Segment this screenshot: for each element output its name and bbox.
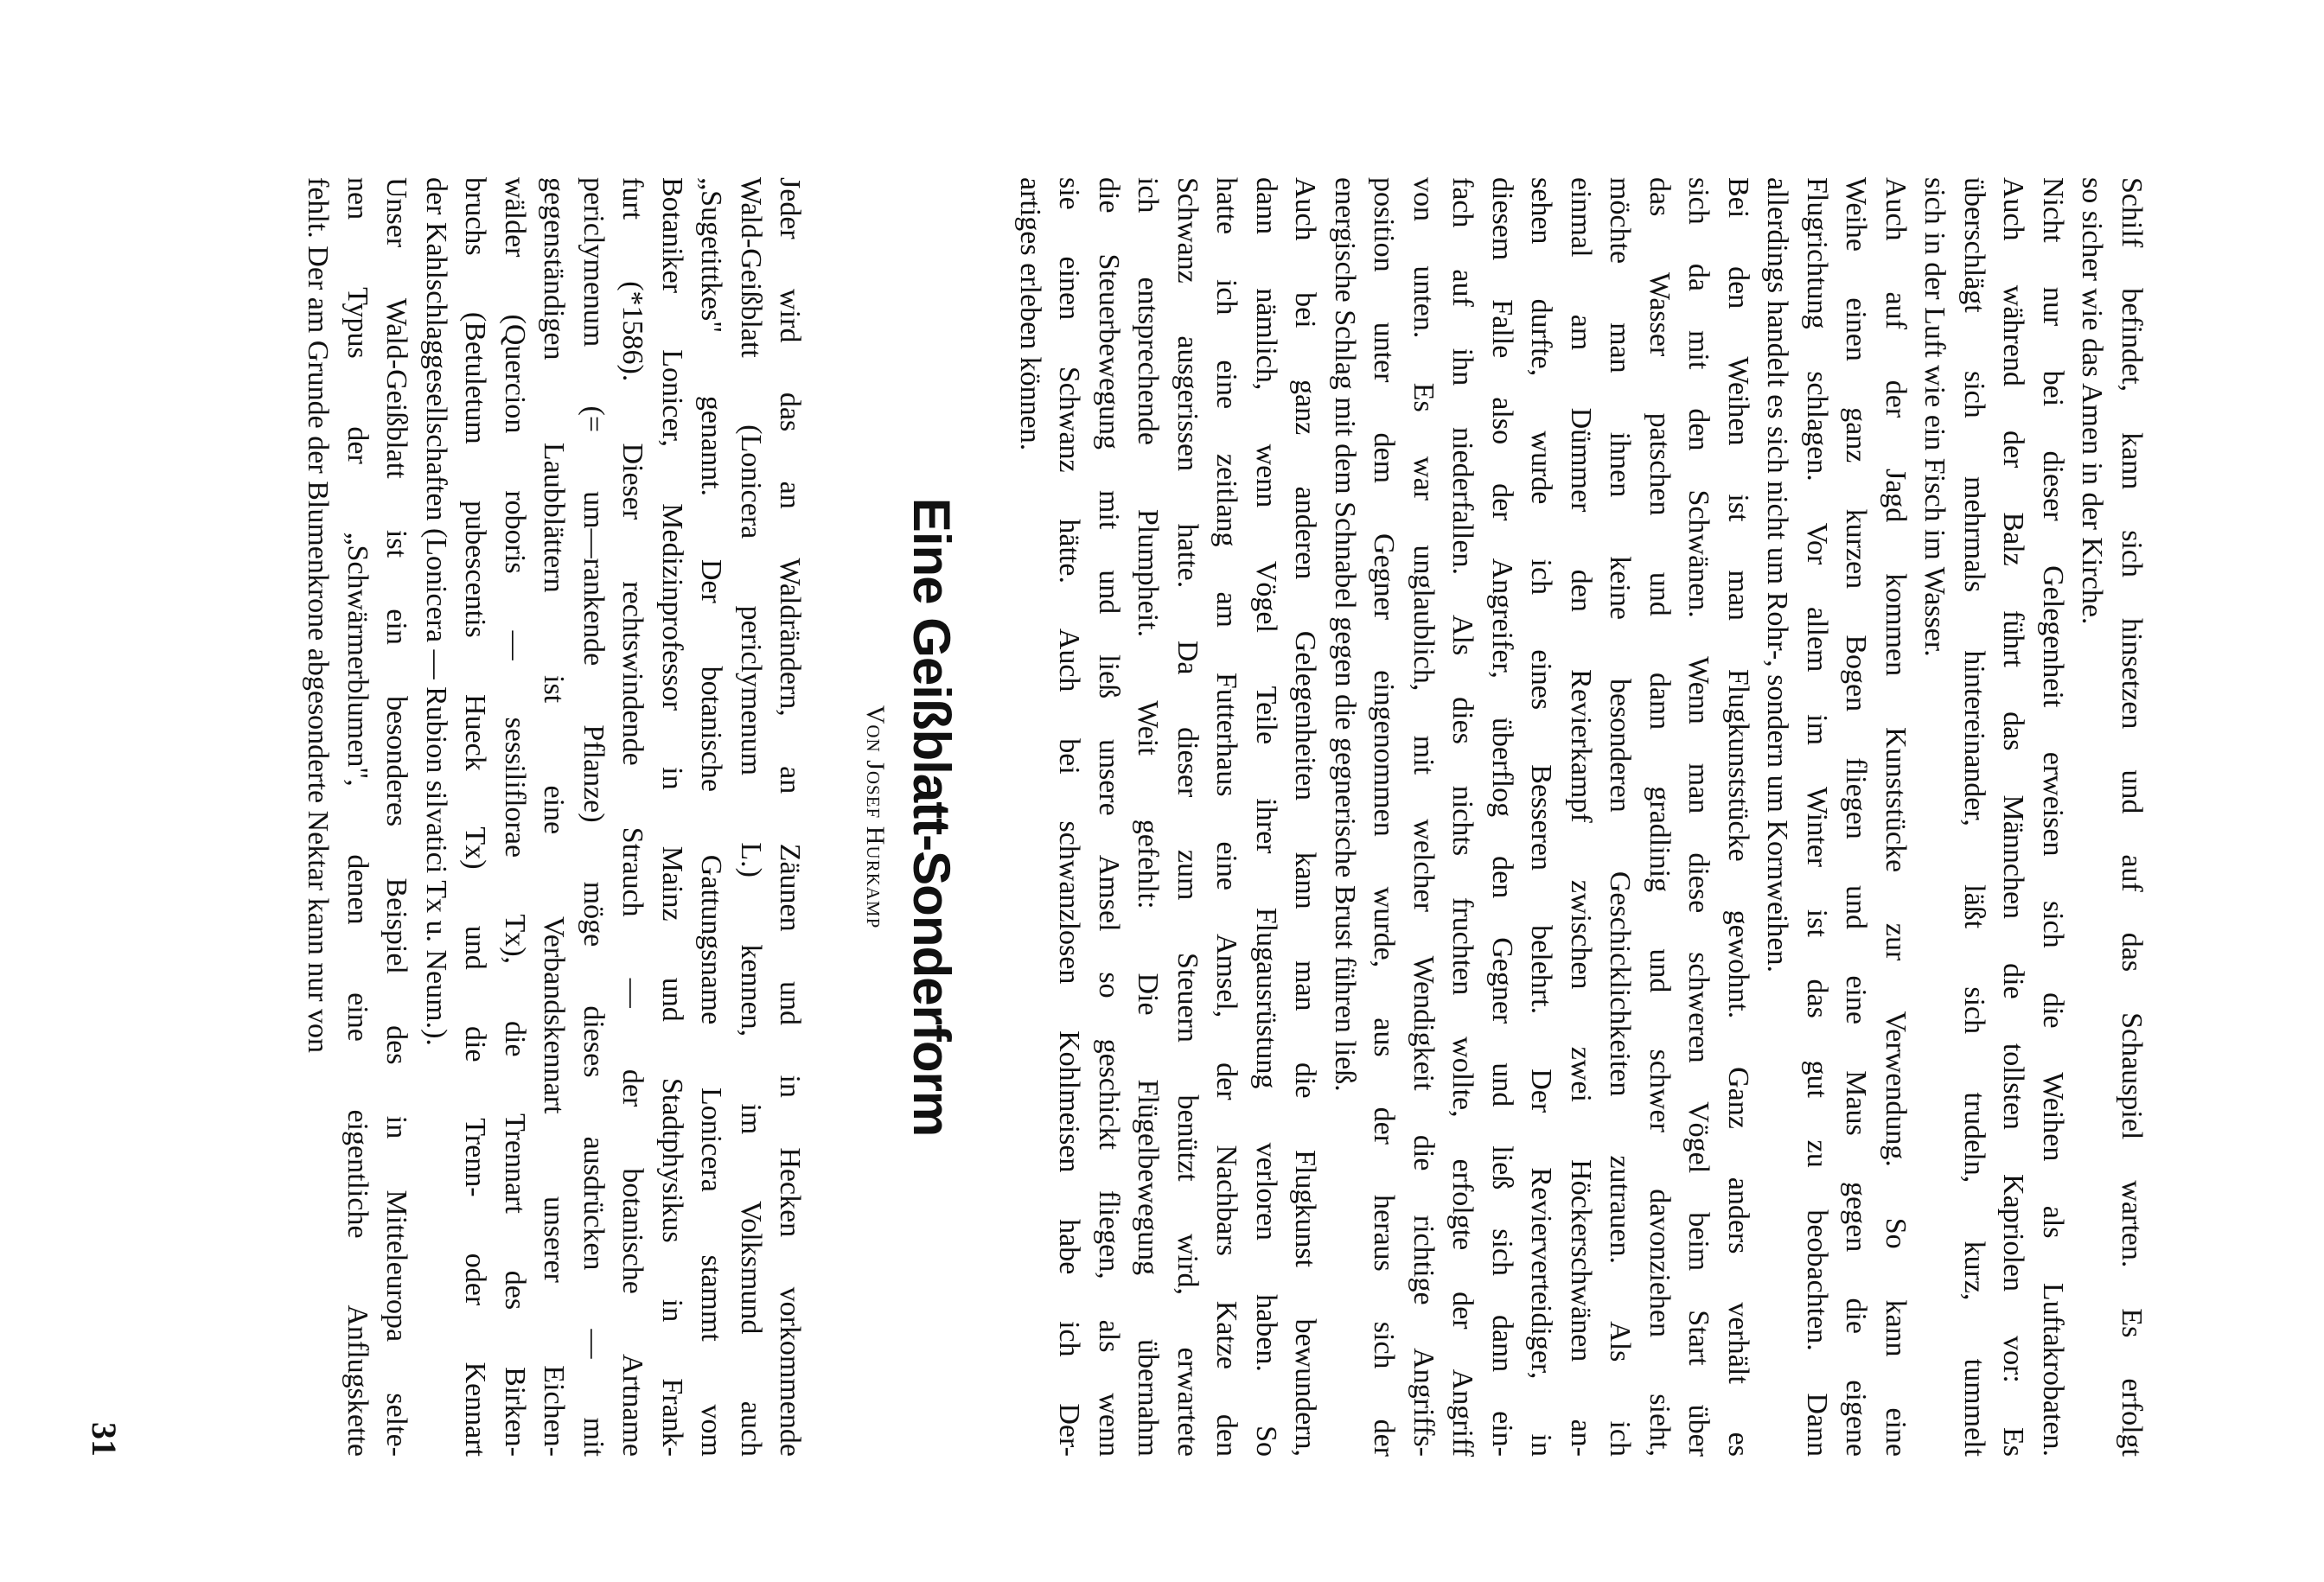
text-line: Nicht nur bei dieser Gelegenheit erweisen sich die Weihen als Luftakrobaten. xyxy=(2037,177,2069,1457)
article-body xyxy=(298,177,810,1457)
text-line: Wald-Geißblatt (Lonicera periclymenum L.) kennen, im Volksmund auch xyxy=(735,177,767,1457)
rotated-page xyxy=(85,177,2151,1457)
page-number: 31 xyxy=(85,1422,124,1457)
text-line: furt (*1586). Dieser rechtswindende Strauch — der botanische Artname xyxy=(616,177,649,1457)
text-line: dann nämlich, wenn Vögel Teile ihrer Flugausrüstung verloren haben. So xyxy=(1250,177,1282,1457)
section-paragraph xyxy=(1011,177,1325,1457)
text-line: sich in der Luft wie ein Fisch im Wasser. xyxy=(1919,177,1951,657)
text-line: energische Schlag mit dem Schnabel gegen die gegnerische Brust führen ließ. xyxy=(1329,177,1361,1092)
text-line: nen Typus der „Schwärmerblumen", denen eine eigentliche Anflugskette xyxy=(342,177,374,1457)
section-paragraph xyxy=(2072,177,2151,1457)
text-line: Weihe einen ganz kurzen Bogen fliegen und eine Maus gegen die eigene xyxy=(1840,177,1873,1457)
text-line: „Sugetittkes" genannt. Der botanische Gattungsname Lonicera stammt vom xyxy=(695,177,728,1457)
text-line: position unter dem Gegner eingenommen wurde, aus der heraus sich der xyxy=(1368,177,1401,1457)
text-line: die Steuerbewegung mit und ließ unsere Amsel so geschickt fliegen, als wenn xyxy=(1093,177,1125,1457)
text-line: artiges erleben können. xyxy=(1014,177,1046,451)
text-line: Auch bei ganz anderen Gelegenheiten kann man die Flugkunst bewundern, xyxy=(1289,177,1322,1457)
text-line: Unser Wald-Geißblatt ist ein besonderes Beispiel des in Mitteleuropa selte- xyxy=(380,177,413,1457)
text-line: Jeder wird das an Waldrändern, an Zäunen und in Hecken vorkommende xyxy=(774,177,807,1457)
text-line: allerdings handelt es sich nicht um Rohr-, sondern um Kornweihen. xyxy=(1761,177,1794,973)
text-line: fach auf ihn niederfallen. Als dies nichts fruchten wollte, erfolgte der Angriff xyxy=(1446,177,1479,1457)
text-line: Botaniker Lonicer, Medizinprofessor in Mainz und Stadtphysikus in Frank- xyxy=(656,177,688,1457)
section-paragraph xyxy=(1915,177,2072,1457)
article-title: Eine Geißblatt-Sonderform xyxy=(903,497,961,1137)
article-paragraph xyxy=(298,177,417,1457)
text-line: Schilf befindet, kann sich hinsetzen und auf das Schauspiel warten. Es erfolgt xyxy=(2116,177,2148,1457)
text-line: Schwanz ausgerissen hatte. Da dieser zum Steuern benützt wird, erwartete xyxy=(1172,177,1204,1457)
text-line: der Kahlschlaggesellschaften (Lonicera — Rubion silvatici Tx u. Neum.). xyxy=(420,177,452,1046)
text-line: ich entsprechende Plumpheit. Weit gefehlt: Die Flügelbewegung übernahm xyxy=(1132,177,1165,1457)
text-line: sehen durfte, wurde ich eines Besseren belehrt. Der Revierverteidiger, in xyxy=(1525,177,1558,1457)
text-line: wälder (Quercion roboris — sessiliflorae Tx), die Trennart des Birken- xyxy=(499,177,531,1457)
text-line: Auch auf der Jagd kommen Kunststücke zur Verwendung. So kann eine xyxy=(1880,177,1912,1457)
text-line: fehlt. Der am Grunde der Blumenkrone abgesonderte Nektar kann nur von xyxy=(302,177,335,1054)
article-author: Von Josef Hurkamp xyxy=(861,705,891,929)
text-line: hatte ich eine zeitlang am Futterhaus eine Amsel, der Nachbars Katze den xyxy=(1210,177,1243,1457)
text-line: so sicher wie das Amen in der Kirche. xyxy=(2076,177,2109,625)
text-line: Auch während der Balz führt das Männchen die tollsten Kapriolen vor: Es xyxy=(1997,177,2030,1457)
text-line: Bei den Weihen ist man Flugkunststücke gewohnt. Ganz anders verhält es xyxy=(1722,177,1754,1457)
text-line: überschlägt sich mehrmals hintereinander, läßt sich trudeln, kurz, tummelt xyxy=(1958,177,1990,1457)
text-line: gegenständigen Laubblättern ist eine Verbandskennart unserer Eichen- xyxy=(538,177,571,1457)
text-line: periclymenum (= um—rankende Pflanze) möge dieses ausdrücken — mit xyxy=(578,177,610,1457)
text-line: von unten. Es war unglaublich, mit welcher Wendigkeit die richtige Angriffs- xyxy=(1408,177,1440,1457)
section-paragraph xyxy=(1325,177,1759,1457)
first-section xyxy=(1011,177,2152,1457)
article-paragraph xyxy=(417,177,810,1457)
text-line: Flugrichtung schlagen. Vor allem im Winter ist das gut zu beobachten. Dann xyxy=(1801,177,1833,1457)
text-line: einmal am Dümmer den Revierkampf zwischen zwei Höckerschwänen an- xyxy=(1565,177,1597,1457)
text-line: sich da mit den Schwänen. Wenn man diese schweren Vögel beim Start über xyxy=(1682,177,1715,1457)
text-line: sie einen Schwanz hätte. Auch bei schwanzlosen Kohlmeisen habe ich Der- xyxy=(1053,177,1086,1457)
section-paragraph xyxy=(1758,177,1915,1457)
text-line: bruchs (Betuletum pubescentis Hueck Tx) und die Trenn- oder Kennart xyxy=(459,177,492,1457)
text-line: möchte man ihnen keine besonderen Geschicklichkeiten zutrauen. Als ich xyxy=(1604,177,1637,1457)
text-line: diesem Falle also der Angreifer, überflog den Gegner und ließ sich dann ein- xyxy=(1486,177,1518,1457)
text-line: das Wasser patschen und dann gradlinig und schwer davonziehen sieht, xyxy=(1644,177,1676,1457)
